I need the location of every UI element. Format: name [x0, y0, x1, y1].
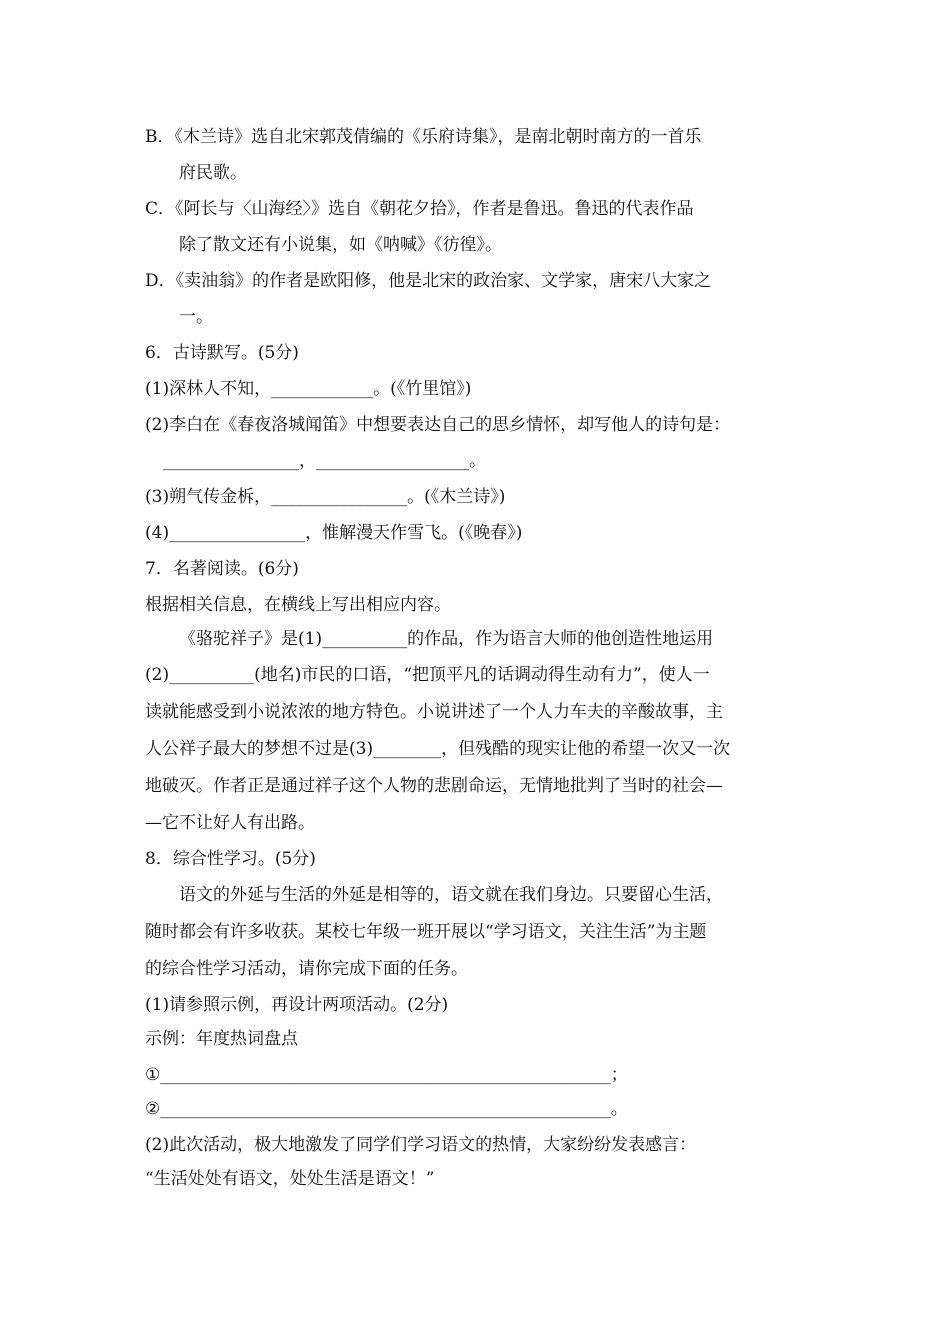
option-d-line1: D．《卖油翁》的作者是欧阳修，他是北宋的政治家、文学家，唐宋八大家之: [145, 271, 712, 291]
question-7-heading: 7．名著阅读。(6分): [145, 559, 299, 579]
q7-passage-line5: 地破灭。作者正是通过祥子这个人物的悲剧命运，无情地批判了当时的社会—: [145, 776, 723, 796]
q8-sub-1: (1)请参照示例，再设计两项活动。(2分): [145, 995, 449, 1015]
q7-instruction: 根据相关信息，在横线上写出相应内容。: [145, 595, 451, 615]
q8-example: 示例：年度热词盘点: [145, 1029, 298, 1049]
q7-passage-line6: —它不让好人有出路。: [145, 813, 315, 833]
option-d-line2: 一。: [179, 307, 213, 327]
q6-item-2-blanks: ________________，__________________。: [163, 451, 486, 471]
q7-passage-line2: (2)__________(地名)市民的口语，“把顶平凡的话调动得生动有力”，使人一: [145, 665, 710, 685]
q8-sub-2: (2)此次活动，极大地激发了同学们学习语文的热情，大家纷纷发表感言：: [145, 1135, 697, 1155]
q7-passage-line1: 《骆驼祥子》是(1)__________的作品，作为语言大师的他创造性地运用: [179, 629, 714, 649]
q7-passage-line3: 读就能感受到小说浓浓的地方特色。小说讲述了一个人力车夫的辛酸故事，主: [145, 702, 723, 722]
q7-passage-line4: 人公祥子最大的梦想不过是(3)________，但残酷的现实让他的希望一次又一次: [145, 739, 731, 759]
question-8-heading: 8．综合性学习。(5分): [145, 849, 316, 869]
option-b-line1: B．《木兰诗》选自北宋郭茂倩编的《乐府诗集》，是南北朝时南方的一首乐: [145, 127, 702, 147]
question-6-heading: 6．古诗默写。(5分): [145, 343, 299, 363]
q6-item-2: (2)李白在《春夜洛城闻笛》中想要表达自己的思乡情怀，却写他人的诗句是：: [145, 415, 731, 435]
q6-item-3: (3)朔气传金柝，________________。(《木兰诗》): [145, 487, 506, 507]
option-c-line2: 除了散文还有小说集，如《呐喊》《彷徨》。: [179, 235, 502, 255]
q8-passage-line3: 的综合性学习活动，请你完成下面的任务。: [145, 959, 468, 979]
q8-quote: “生活处处有语文，处处生活是语文！”: [145, 1169, 435, 1189]
option-c-line1: C．《阿长与〈山海经〉》选自《朝花夕拾》，作者是鲁迅。鲁迅的代表作品: [145, 199, 694, 219]
q6-item-4: (4)________________，惟解漫天作雪飞。(《晚春》): [145, 523, 523, 543]
q8-passage-line1: 语文的外延与生活的外延是相等的，语文就在我们身边。只要留心生活，: [179, 885, 723, 905]
q6-item-1: (1)深林人不知，____________。(《竹里馆》): [145, 379, 472, 399]
q8-answer-blank-1: ①_____________________________________________________；: [145, 1065, 628, 1085]
q8-answer-blank-2: ②_____________________________________________________。: [145, 1099, 628, 1119]
option-b-line2: 府民歌。: [179, 163, 247, 183]
q8-passage-line2: 随时都会有许多收获。某校七年级一班开展以“学习语文，关注生活”为主题: [145, 922, 707, 942]
